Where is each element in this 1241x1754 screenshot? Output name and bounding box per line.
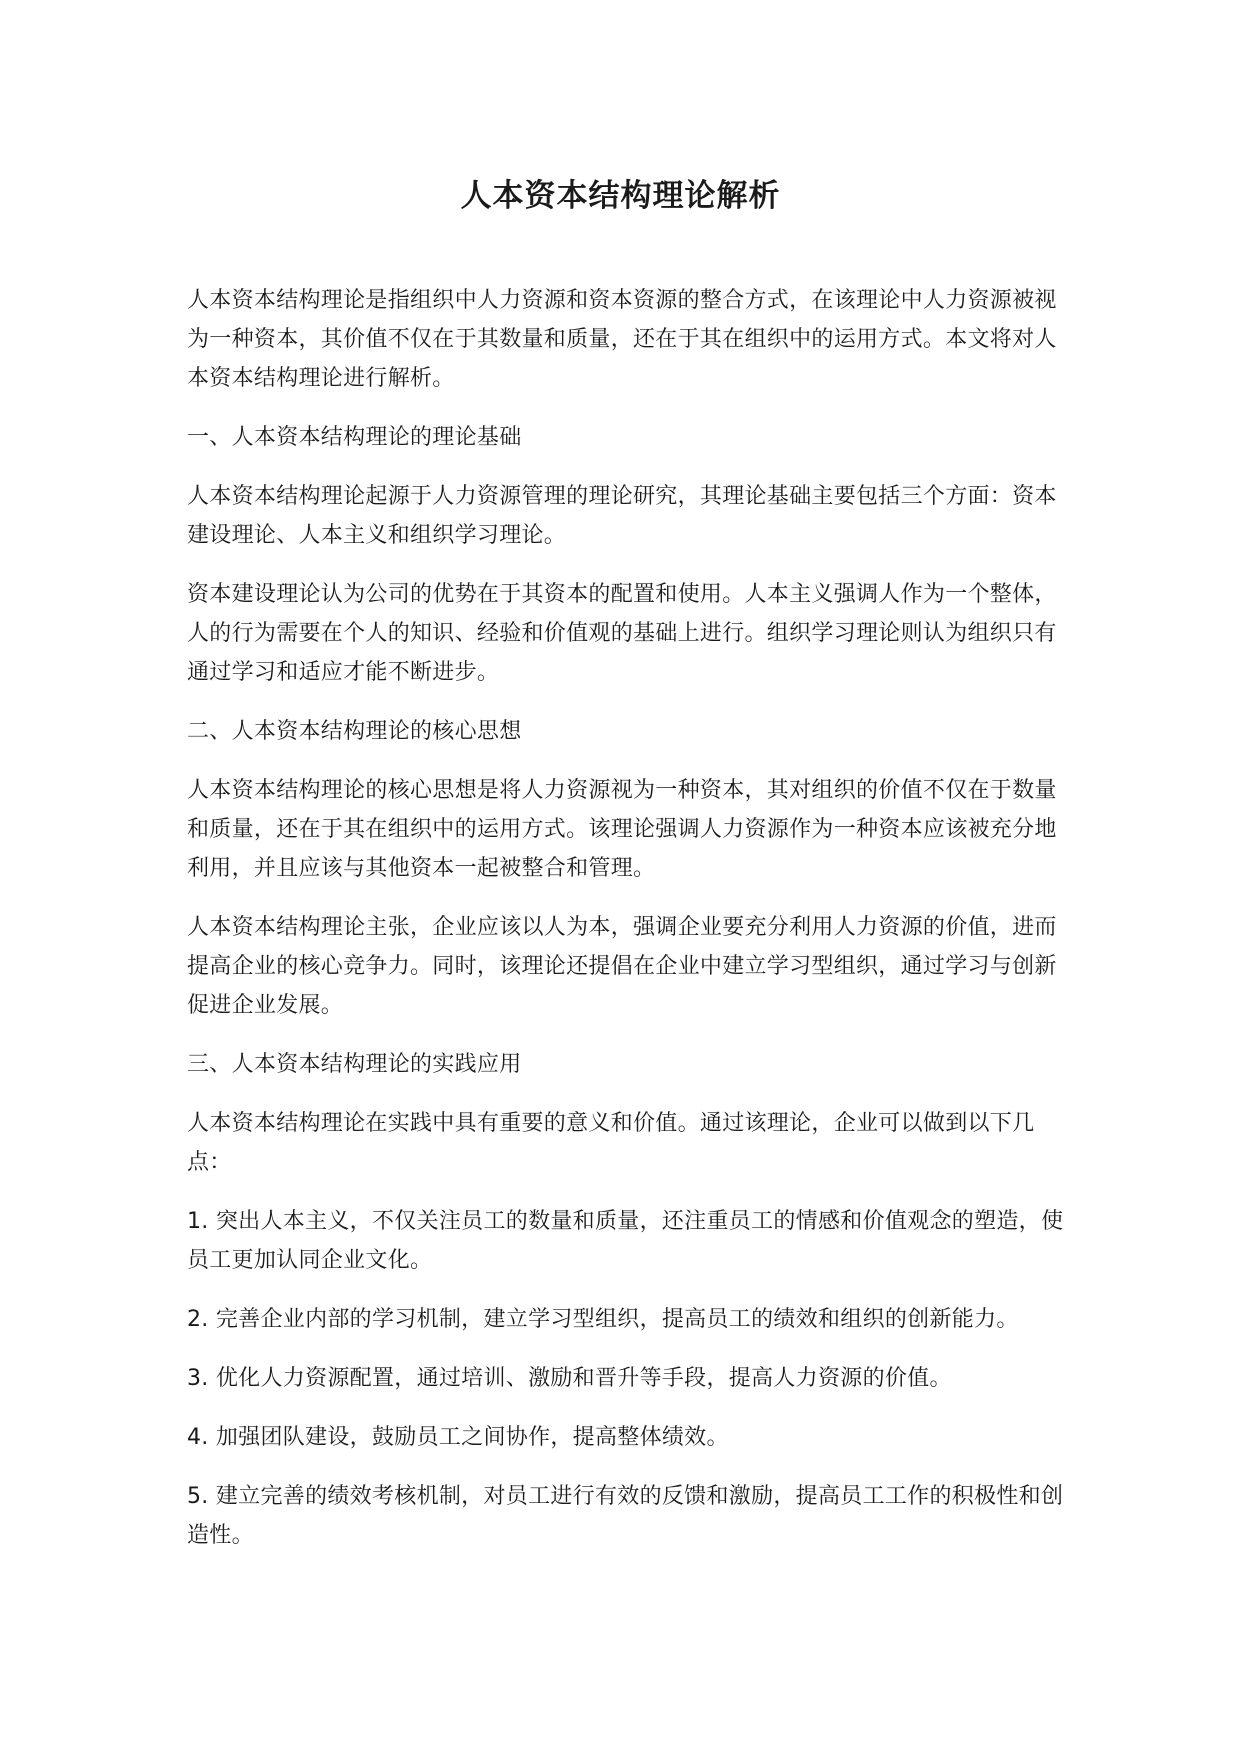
paragraph: 人本资本结构理论起源于人力资源管理的理论研究，其理论基础主要包括三个方面：资本建设理论、人本主义和组织学习理论。: [187, 484, 1057, 548]
section-heading-2: 二、人本资本结构理论的核心思想: [187, 719, 522, 744]
paragraph: 资本建设理论认为公司的优势在于其资本的配置和使用。人本主义强调人作为一个整体，人的行为需要在个人的知识、经验和价值观的基础上进行。组织学习理论则认为组织只有通过学习和适应才能不断进步。: [187, 582, 1057, 685]
list-item: 4. 加强团队建设，鼓励员工之间协作，提高整体绩效。: [187, 1425, 729, 1450]
list-item: 1. 突出人本主义，不仅关注员工的数量和质量，还注重员工的情感和价值观念的塑造，使员工更加认同企业文化。: [187, 1209, 1064, 1273]
document-body: [187, 281, 1067, 1575]
section-heading-3: 三、人本资本结构理论的实践应用: [187, 1052, 522, 1077]
paragraph: 人本资本结构理论的核心思想是将人力资源视为一种资本，其对组织的价值不仅在于数量和质量，还在于其在组织中的运用方式。该理论强调人力资源作为一种资本应该被充分地利用，并且应该与其他资本一起被整合和管理。: [187, 778, 1057, 881]
paragraph: 人本资本结构理论在实践中具有重要的意义和价值。通过该理论，企业可以做到以下几点：: [187, 1111, 1035, 1175]
list-item: 3. 优化人力资源配置，通过培训、激励和晋升等手段，提高人力资源的价值。: [187, 1366, 952, 1391]
list-item: 2. 完善企业内部的学习机制，建立学习型组织，提高员工的绩效和组织的创新能力。: [187, 1307, 1019, 1332]
document-title: 人本资本结构理论解析: [460, 178, 781, 214]
list-item: 5. 建立完善的绩效考核机制，对员工进行有效的反馈和激励，提高员工工作的积极性和创造性。: [187, 1484, 1064, 1548]
intro-paragraph: 人本资本结构理论是指组织中人力资源和资本资源的整合方式，在该理论中人力资源被视为一种资本，其价值不仅在于其数量和质量，还在于其在组织中的运用方式。本文将对人本资本结构理论进行解析。: [187, 288, 1057, 391]
section-heading-1: 一、人本资本结构理论的理论基础: [187, 425, 522, 450]
paragraph: 人本资本结构理论主张，企业应该以人为本，强调企业要充分利用人力资源的价值，进而提高企业的核心竞争力。同时，该理论还提倡在企业中建立学习型组织，通过学习与创新促进企业发展。: [187, 915, 1057, 1018]
